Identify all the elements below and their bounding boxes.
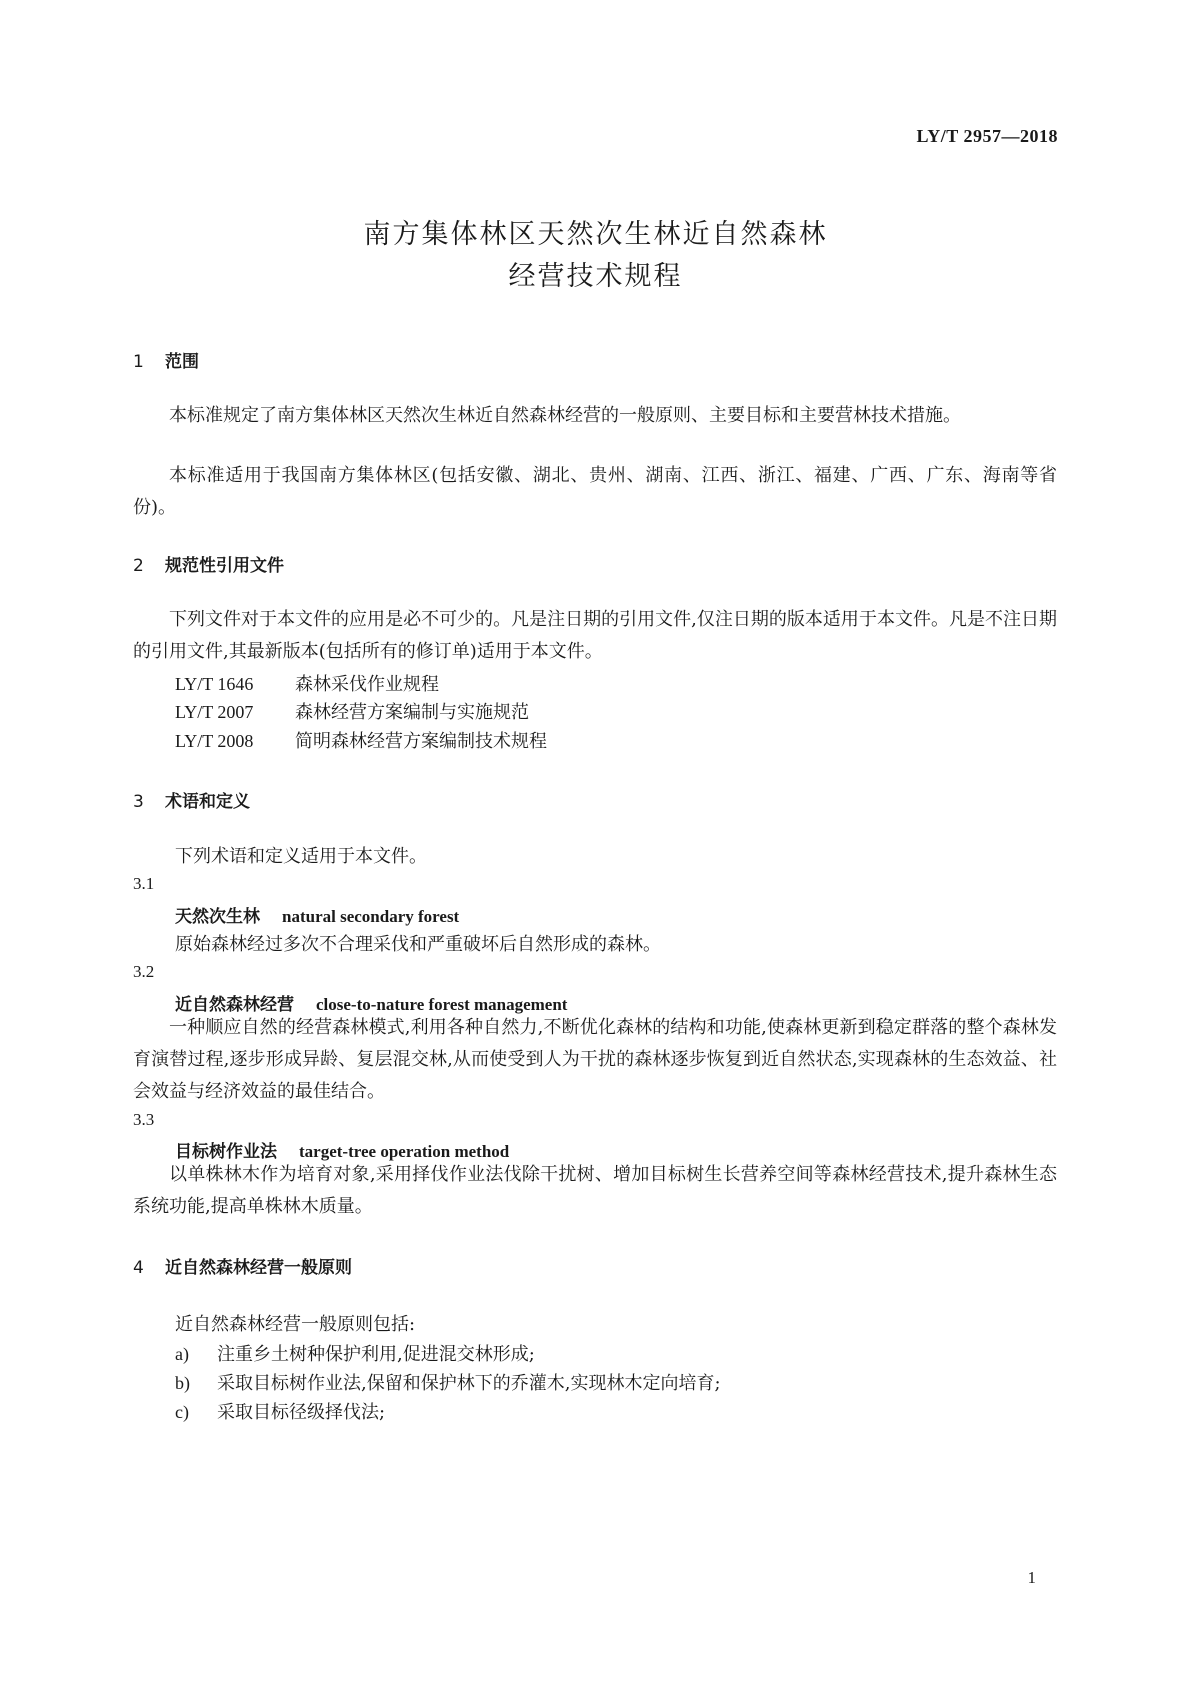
section-number: 3 (133, 792, 144, 812)
list-marker: c) (175, 1402, 189, 1422)
section-title: 范围 (165, 352, 199, 372)
section-4-intro: 近自然森林经营一般原则包括: (175, 1314, 416, 1335)
section-2-intro: 下列文件对于本文件的应用是必不可少的。凡是注日期的引用文件,仅注日期的版本适用于本文件。凡是不注日期的引用文件,其最新版本(包括所有的修订单)适用于本文件。 (133, 609, 1057, 662)
reference-code: LY/T 2007 (175, 702, 254, 722)
list-item-text: 采取目标径级择伐法; (217, 1402, 386, 1423)
reference-name: 简明森林经营方案编制技术规程 (295, 731, 547, 752)
term-en: natural secondary forest (282, 907, 460, 926)
term-definition: 一种顺应自然的经营森林模式,利用各种自然力,不断优化森林的结构和功能,使森林更新到稳定群落的整个森林发育演替过程,逐步形成异龄、复层混交林,从而使受到人为干扰的森林逐步恢复到近自然状态,实现森林的生态效益、社会效益与经济效益的最佳结合。 (133, 1017, 1057, 1102)
list-item-text: 注重乡土树种保护利用,促进混交林形成; (217, 1344, 535, 1365)
section-number: 4 (133, 1258, 144, 1278)
normative-reference (175, 727, 547, 753)
term-en: target-tree operation method (299, 1142, 510, 1161)
term-clause-number: 3.1 (133, 874, 155, 893)
document-title-line-1: 南方集体林区天然次生林近自然森林 (363, 219, 828, 250)
term-zh: 目标树作业法 (175, 1142, 277, 1162)
term-clause-number: 3.3 (133, 1110, 155, 1129)
normative-reference (175, 670, 439, 696)
section-title: 近自然森林经营一般原则 (165, 1258, 352, 1278)
section-2-heading (133, 551, 284, 576)
term-definition: 以单株林木作为培育对象,采用择伐作业法伐除干扰树、增加目标树生长营养空间等森林经营技术,提升森林生态系统功能,提高单株林木质量。 (133, 1164, 1057, 1217)
term-title (175, 902, 459, 927)
list-marker: b) (175, 1373, 190, 1393)
standard-code: LY/T 2957—2018 (916, 126, 1058, 146)
section-1-heading (133, 347, 199, 372)
reference-code: LY/T 1646 (175, 674, 254, 694)
section-number: 1 (133, 352, 144, 372)
term-definition: 原始森林经过多次不合理采伐和严重破坏后自然形成的森林。 (175, 934, 661, 955)
term-zh: 天然次生林 (175, 907, 260, 927)
section-4-heading (133, 1253, 352, 1278)
term-zh: 近自然森林经营 (175, 995, 294, 1015)
list-item-text: 采取目标树作业法,保留和保护林下的乔灌木,实现林木定向培育; (217, 1373, 721, 1394)
section-1-paragraph-1: 本标准规定了南方集体林区天然次生林近自然森林经营的一般原则、主要目标和主要营林技术措施。 (169, 405, 961, 426)
section-number: 2 (133, 556, 144, 576)
list-item (175, 1340, 535, 1366)
reference-name: 森林经营方案编制与实施规范 (295, 702, 529, 723)
page-number: 1 (1027, 1568, 1036, 1587)
list-item (175, 1398, 385, 1424)
document-title-line-2: 经营技术规程 (508, 261, 683, 292)
section-title: 术语和定义 (165, 792, 250, 812)
reference-name: 森林采伐作业规程 (295, 674, 439, 695)
section-3-intro: 下列术语和定义适用于本文件。 (175, 846, 427, 867)
list-item (175, 1369, 721, 1395)
section-1-paragraph-2: 本标准适用于我国南方集体林区(包括安徽、湖北、贵州、湖南、江西、浙江、福建、广西、广东、海南等省份)。 (133, 465, 1057, 518)
reference-code: LY/T 2008 (175, 731, 254, 751)
term-en: close-to-nature forest management (316, 995, 568, 1014)
term-clause-number: 3.2 (133, 962, 155, 981)
list-marker: a) (175, 1344, 189, 1364)
section-title: 规范性引用文件 (165, 556, 284, 576)
section-3-heading (133, 787, 250, 812)
normative-reference (175, 698, 529, 724)
